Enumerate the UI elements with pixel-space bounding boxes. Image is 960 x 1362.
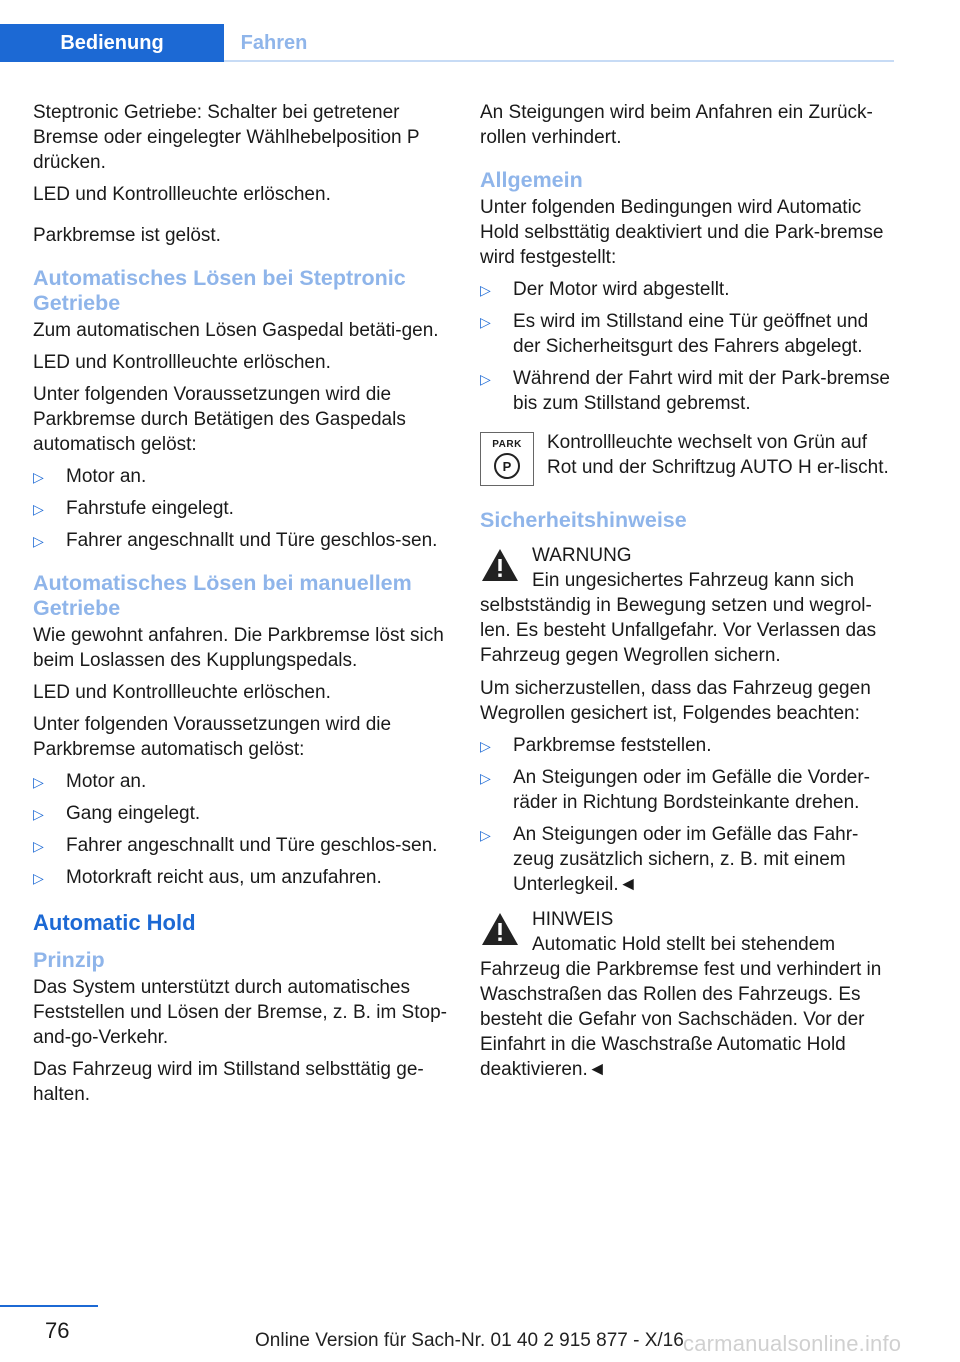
bullet-list — [33, 769, 448, 890]
hint-text: Automatic Hold stellt bei stehendem Fahrzeug die Parkbremse fest und verhindert in Waschstraßen das Rollen des Fahrzeugs. Es besteht die Gefahr von Sachschäden. Vor der Einfahrt in die Waschstraße Automatic Hold deaktivieren.◄ — [480, 934, 882, 1080]
list-item-text: An Steigungen oder im Gefälle das Fahr‐zeug zusätzlich sichern, z. B. mit einem Unterlegkeil.◄ — [513, 824, 859, 895]
heading-sicherheit: Sicherheitshinweise — [480, 508, 687, 532]
park-note — [480, 430, 896, 486]
paragraph: Das Fahrzeug wird im Stillstand selbsttätig ge‐halten. — [33, 1059, 424, 1105]
paragraph: Parkbremse ist gelöst. — [33, 225, 221, 246]
page-number: 76 — [45, 1318, 70, 1343]
list-item — [33, 464, 448, 489]
list-item-text: Motor an. — [66, 771, 147, 792]
paragraph: Um sicherzustellen, dass das Fahrzeug gegen Wegrollen gesichert ist, Folgendes beachten: — [480, 678, 871, 724]
list-item-text: Motor an. — [66, 466, 147, 487]
list-item-text: Fahrstufe eingelegt. — [66, 498, 234, 519]
paragraph: Unter folgenden Bedingungen wird Automatic Hold selbsttätig deaktiviert und die Park‐bremse wird festgestellt: — [480, 197, 884, 268]
list-item-text: Es wird im Stillstand eine Tür geöffnet und der Sicherheitsgurt des Fahrers abgelegt. — [513, 311, 869, 357]
paragraph: Wie gewohnt anfahren. Die Parkbremse löst sich beim Loslassen des Kupplungspedals. — [33, 625, 444, 671]
bullet-list — [480, 277, 896, 416]
list-item-text: Fahrer angeschnallt und Türe geschlos‐sen. — [66, 835, 438, 856]
list-item — [33, 769, 448, 794]
warning-block — [480, 543, 896, 668]
heading-prinzip: Prinzip — [33, 948, 105, 972]
warning-text: Ein ungesichertes Fahrzeug kann sich selbstständig in Bewegung setzen und wegrol‐len. Es besteht Unfallgefahr. Vor Verlassen das Fahrzeug gegen Wegrollen sichern. — [480, 570, 877, 666]
heading-allgemein: Allgemein — [480, 168, 583, 192]
right-column — [480, 100, 896, 1090]
tab-fahren[interactable]: Fahren — [240, 31, 308, 54]
heading-steptronic: Automatisches Lösen bei Steptronic Getriebe — [33, 266, 406, 315]
park-icon-symbol: P — [494, 453, 520, 479]
heading-automatic-hold: Automatic Hold — [33, 910, 196, 935]
heading-manuell: Automatisches Lösen bei manuellem Getriebe — [33, 571, 412, 620]
list-item-text: Während der Fahrt wird mit der Park‐bremse bis zum Stillstand gebremst. — [513, 368, 890, 414]
hint-block — [480, 907, 896, 1082]
list-item-text: Der Motor wird abgestellt. — [513, 279, 730, 300]
hint-title: HINWEIS — [532, 909, 614, 930]
left-column — [33, 100, 448, 1114]
list-item-text: Motorkraft reicht aus, um anzufahren. — [66, 867, 382, 888]
warning-title: WARNUNG — [532, 545, 632, 566]
list-item-text: Fahrer angeschnallt und Türe geschlos‐sen. — [66, 530, 438, 551]
triangle-bullet-icon: ▷ — [480, 371, 491, 387]
triangle-bullet-icon: ▷ — [33, 838, 44, 854]
list-item-text: Gang eingelegt. — [66, 803, 201, 824]
list-item — [33, 865, 448, 890]
triangle-bullet-icon: ▷ — [480, 770, 491, 786]
triangle-bullet-icon: ▷ — [480, 282, 491, 298]
bullet-list — [33, 464, 448, 553]
triangle-bullet-icon: ▷ — [33, 870, 44, 886]
triangle-bullet-icon: ▷ — [33, 469, 44, 485]
online-version: Online Version für Sach-Nr. 01 40 2 915 877 - X/16 — [255, 1330, 684, 1351]
watermark: carmanualsonline.info — [683, 1331, 902, 1356]
list-item-text: An Steigungen oder im Gefälle die Vorder‐räder in Richtung Bordsteinkante drehen. — [513, 767, 870, 813]
triangle-bullet-icon: ▷ — [480, 314, 491, 330]
paragraph: LED und Kontrollleuchte erlöschen. — [33, 682, 331, 703]
paragraph: Unter folgenden Voraussetzungen wird die Parkbremse automatisch gelöst: — [33, 714, 392, 760]
header-tabs — [0, 0, 894, 62]
triangle-bullet-icon: ▷ — [480, 827, 491, 843]
paragraph: Unter folgenden Voraussetzungen wird die Parkbremse durch Betätigen des Gaspedals automatisch gelöst: — [33, 384, 406, 455]
warning-triangle-icon — [480, 911, 520, 947]
list-item — [480, 366, 896, 416]
triangle-bullet-icon: ▷ — [480, 738, 491, 754]
triangle-bullet-icon: ▷ — [33, 774, 44, 790]
footer-rule — [0, 1305, 98, 1307]
list-item — [480, 277, 896, 302]
triangle-bullet-icon: ▷ — [33, 806, 44, 822]
triangle-bullet-icon: ▷ — [33, 533, 44, 549]
tab-bedienung[interactable]: Bedienung — [0, 24, 224, 62]
warning-triangle-icon — [480, 547, 520, 583]
park-icon-label: PARK — [492, 439, 522, 450]
list-item — [33, 528, 448, 553]
list-item — [480, 822, 896, 897]
list-item — [480, 309, 896, 359]
list-item — [480, 733, 896, 758]
paragraph: LED und Kontrollleuchte erlöschen. — [33, 352, 331, 373]
list-item — [33, 833, 448, 858]
paragraph: LED und Kontrollleuchte erlöschen. — [33, 184, 331, 205]
note-text: Kontrollleuchte wechselt von Grün auf Rot und der Schriftzug AUTO H er‐lischt. — [547, 432, 889, 478]
bullet-list — [480, 733, 896, 897]
paragraph: Zum automatischen Lösen Gaspedal betäti‐gen. — [33, 320, 439, 341]
park-brake-icon — [480, 432, 534, 486]
list-item — [480, 765, 896, 815]
list-item-text: Parkbremse feststellen. — [513, 735, 712, 756]
paragraph: Steptronic Getriebe: Schalter bei getretener Bremse oder eingelegter Wählhebelposition P drücken. — [33, 102, 420, 173]
paragraph: An Steigungen wird beim Anfahren ein Zurück‐rollen verhindert. — [480, 102, 873, 148]
paragraph: Das System unterstützt durch automatisches Feststellen und Lösen der Bremse, z. B. im Stop-and-go-Verkehr. — [33, 977, 447, 1048]
header-rule — [224, 60, 894, 62]
list-item — [33, 496, 448, 521]
triangle-bullet-icon: ▷ — [33, 501, 44, 517]
list-item — [33, 801, 448, 826]
